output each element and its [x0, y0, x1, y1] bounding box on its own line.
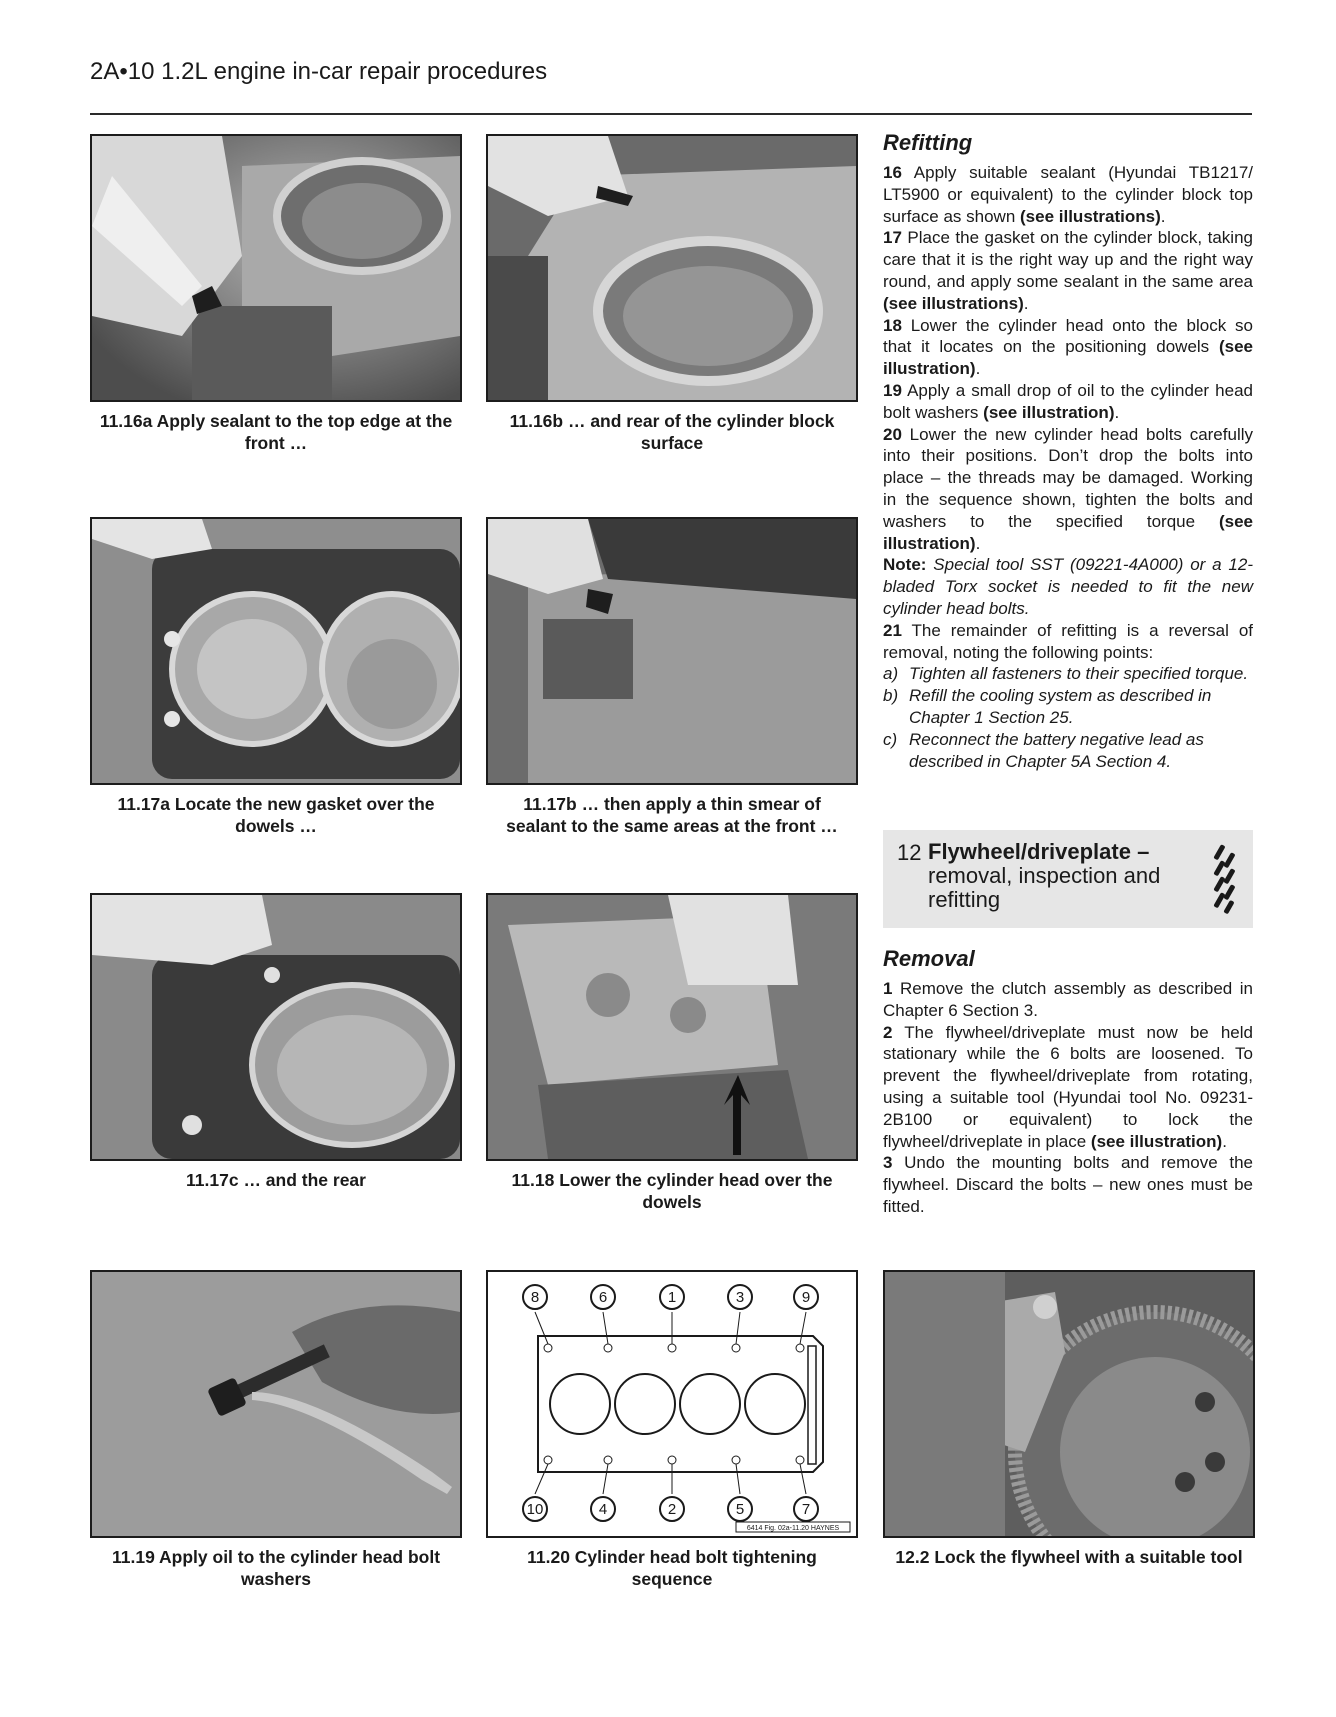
figure-12-2 [883, 1270, 1255, 1568]
photo-11-18 [486, 893, 858, 1161]
paragraph-20: 20 Lower the new cylinder head bolts carefully into their positions. Don’t drop the bolts into place – the threads may be damaged. Working in the sequence shown, tighten the bolts and washers to the specified torque (see illustration). [883, 424, 1253, 553]
photo-11-17c [90, 893, 462, 1161]
paragraph-3: 3 Undo the mounting bolts and remove the flywheel. Discard the bolts – new ones must be fitted. [883, 1153, 1253, 1216]
paragraph-18: 18 Lower the cylinder head onto the block so that it locates on the positioning dowels (see illustration). [883, 315, 1253, 379]
paragraph-1: 1 Remove the clutch assembly as described in Chapter 6 Section 3. [883, 979, 1253, 1020]
paragraph-2: 2 The flywheel/driveplate must now be held stationary while the 6 bolts are loosened. To prevent the flywheel/driveplate from rotating, using a suitable tool (Hyundai tool No. 09231-2B100 or equivalent) to lock the flywheel/driveplate in place (see illustration). [883, 1022, 1253, 1151]
figure-11-17a [90, 517, 462, 837]
photo-11-16b [486, 134, 858, 402]
bolt-number: 5 [735, 1501, 745, 1518]
caption-12-2: 12.2 Lock the flywheel with a suitable tool [895, 1547, 1243, 1567]
section-title: Flywheel/driveplate – removal, inspection and refitting [928, 839, 1161, 912]
caption-11-20: 11.20 Cylinder head bolt tightening sequence [527, 1547, 817, 1589]
figure-11-16a [90, 134, 462, 454]
list-item: b) Refill the cooling system as described in Chapter 1 Section 25. [883, 686, 1212, 727]
caption-11-17b: 11.17b … then apply a thin smear of sealant to the same areas at the front … [506, 794, 838, 836]
photo-12-2 [883, 1270, 1255, 1538]
photo-11-19 [90, 1270, 462, 1538]
bolt-number: 9 [801, 1289, 811, 1306]
bolt-number: 2 [667, 1501, 677, 1518]
paragraph-19: 19 Apply a small drop of oil to the cylinder head bolt washers (see illustration). [883, 380, 1253, 422]
figure-ref: 6414 Fig. 02a-11.20 HAYNES [746, 1525, 840, 1532]
caption-11-17c: 11.17c … and the rear [186, 1170, 366, 1190]
bolt-number: 3 [735, 1289, 745, 1306]
caption-11-17a: 11.17a Locate the new gasket over the dowels … [117, 794, 435, 836]
bolt-number: 1 [667, 1289, 677, 1306]
refitting-column [883, 130, 1253, 772]
paragraph-21: 21 The remainder of refitting is a reversal of removal, noting the following points: [883, 620, 1253, 662]
section-12-heading [883, 830, 1253, 928]
list-item: a) Tighten all fasteners to their specified torque. [883, 664, 1249, 684]
figure-11-17c [90, 893, 462, 1191]
paragraph-16: 16 Apply suitable sealant (Hyundai TB1217/ LT5900 or equivalent) to the cylinder block top surface as shown (see illustrations). [883, 163, 1253, 226]
removal-heading: Removal [883, 946, 975, 971]
figure-11-18 [486, 893, 858, 1213]
bolt-number: 8 [530, 1289, 540, 1306]
figure-11-19 [90, 1270, 462, 1590]
photo-11-16a [90, 134, 462, 402]
removal-column [883, 946, 1253, 1218]
photo-11-17b [486, 517, 858, 785]
figure-11-17b [486, 517, 858, 837]
caption-11-16b: 11.16b … and rear of the cylinder block surface [509, 411, 835, 453]
caption-11-16a: 11.16a Apply sealant to the top edge at the front … [99, 411, 453, 453]
photo-11-17a [90, 517, 462, 785]
figure-11-16b [486, 134, 858, 454]
list-item: c) Reconnect the battery negative lead as described in Chapter 5A Section 4. [883, 729, 1204, 771]
paragraph-17: 17 Place the gasket on the cylinder block, taking care that it is the right way up and the right way round, and apply some sealant in the same area (see illustrations). [883, 228, 1253, 313]
refitting-heading: Refitting [883, 130, 973, 155]
page-header: 2A•10 1.2L engine in-car repair procedures [90, 58, 548, 85]
figure-11-20 [486, 1270, 858, 1590]
caption-11-18: 11.18 Lower the cylinder head over the dowels [511, 1170, 833, 1212]
note-paragraph: Note: Special tool SST (09221-4A000) or a 12-bladed Torx socket is needed to fit the new cylinder head bolts. [883, 555, 1253, 618]
wrench-rating-icon [1207, 838, 1243, 918]
bolt-number: 7 [801, 1501, 811, 1518]
section-number: 12 [897, 840, 922, 865]
bolt-number: 10 [526, 1501, 544, 1518]
caption-11-19: 11.19 Apply oil to the cylinder head bolt washers [111, 1547, 441, 1589]
bolt-number: 6 [598, 1289, 608, 1306]
bolt-number: 4 [598, 1501, 608, 1518]
header-rule [90, 113, 1252, 115]
bolt-sequence-diagram [486, 1270, 858, 1538]
